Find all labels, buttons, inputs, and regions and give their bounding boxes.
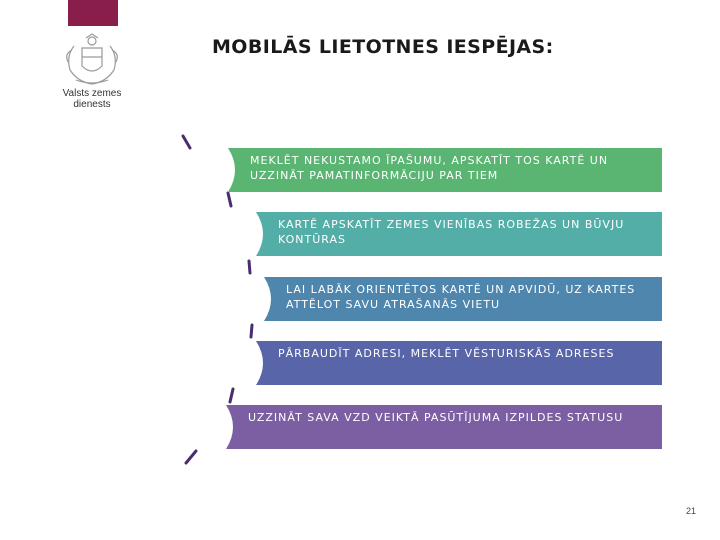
item-text: UZZINĀT SAVA VZD VEIKTĀ PASŪTĪJUMA IZPILDES STATUSU xyxy=(248,411,624,424)
brand-bar xyxy=(68,0,118,26)
list-item xyxy=(226,405,662,449)
coat-of-arms-logo xyxy=(60,32,124,88)
item-text: MEKLĒT NEKUSTAMO ĪPAŠUMU, APSKATĪT TOS KARTĒ UN UZZINĀT PAMATINFORMĀCIJU PAR TIEM xyxy=(250,154,609,182)
item-text: PĀRBAUDĪT ADRESI, MEKLĒT VĒSTURISKĀS ADRESES xyxy=(278,347,615,360)
list-item xyxy=(256,212,662,256)
page-title: MOBILĀS LIETOTNES IESPĒJAS: xyxy=(212,36,554,58)
page-number: 21 xyxy=(685,506,696,516)
item-text: KARTĒ APSKATĪT ZEMES VIENĪBAS ROBEŽAS UN BŪVJU KONTŪRAS xyxy=(278,218,625,246)
org-name: Valsts zemes dienests xyxy=(62,88,122,110)
list-item xyxy=(256,341,662,385)
list-item xyxy=(264,277,662,321)
list-item xyxy=(228,148,662,192)
item-text: LAI LABĀK ORIENTĒTOS KARTĒ UN APVIDŪ, UZ KARTES ATTĒLOT SAVU ATRAŠANĀS VIETU xyxy=(286,283,636,311)
